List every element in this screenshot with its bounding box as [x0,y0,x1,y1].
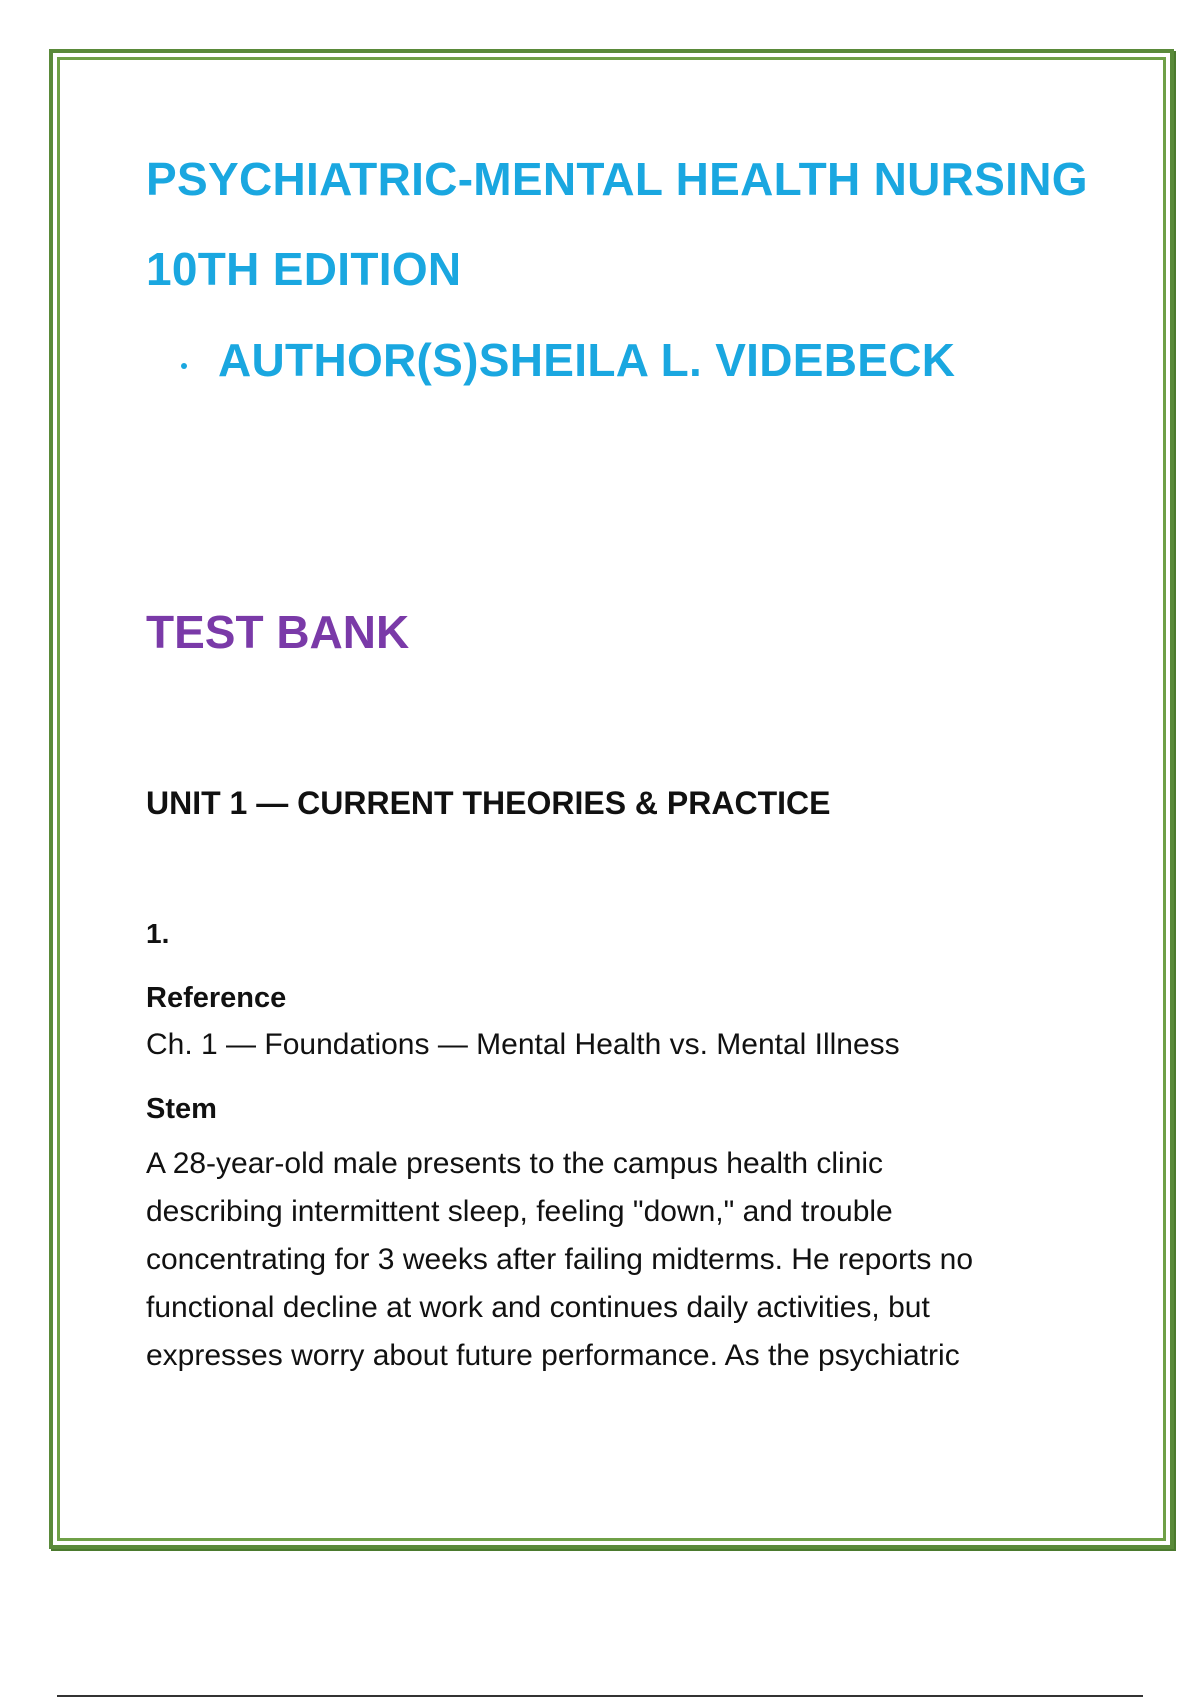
stem-line: expresses worry about future performance. As the psychiatric [146,1339,960,1372]
stem-line: A 28-year-old male presents to the campus health clinic [146,1147,884,1180]
footer-divider [57,1695,1143,1697]
stem-line: concentrating for 3 weeks after failing midterms. He reports no [146,1243,974,1276]
unit-heading: UNIT 1 — CURRENT THEORIES & PRACTICE [146,785,831,821]
stem-line: functional decline at work and continues daily activities, but [146,1291,930,1324]
test-bank-heading: TEST BANK [146,606,410,658]
stem-label: Stem [146,1093,217,1125]
bullet-icon [181,363,187,369]
book-edition: 10TH EDITION [146,243,462,295]
book-author: AUTHOR(S)SHEILA L. VIDEBECK [218,334,956,386]
reference-label: Reference [146,982,287,1014]
book-title-line-1: PSYCHIATRIC-MENTAL HEALTH NURSING [146,153,1088,205]
reference-text: Ch. 1 — Foundations — Mental Health vs. Mental Illness [146,1028,900,1061]
stem-line: describing intermittent sleep, feeling "down," and trouble [146,1195,893,1228]
stem-text [146,1140,973,1380]
question-number: 1. [146,918,170,949]
